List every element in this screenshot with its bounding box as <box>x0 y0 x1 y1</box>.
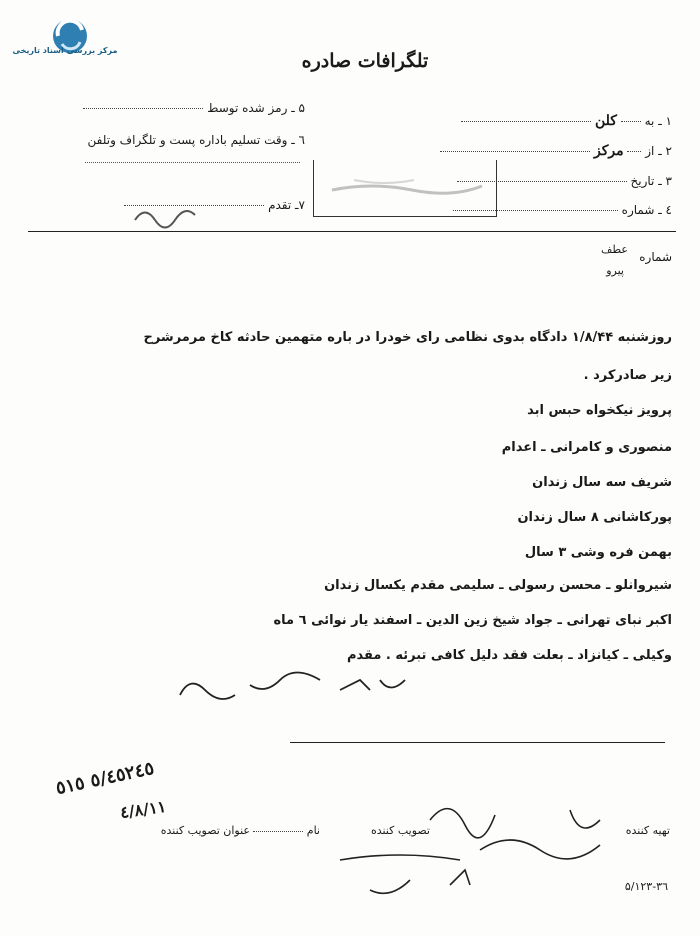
footer-preparer-label: تهیه کننده <box>625 824 670 837</box>
field-from-value: مرکز <box>593 143 624 159</box>
handwritten-signature-icon <box>170 660 420 710</box>
file-ref <box>639 250 672 264</box>
field-priority-label: ٧ـ تقدم <box>268 198 305 212</box>
field-to-value: کلن <box>595 113 617 129</box>
body-line-7: بهمن فره وشی ۳ سال <box>524 545 672 560</box>
footer-approver-label: تصویب کننده <box>370 824 430 837</box>
handwritten-smudge-icon <box>130 200 200 230</box>
body-line-1: روزشنبه ۱/۸/۴۴ دادگاه بدوی نظامی رای خودرا در باره متهمین حادثه کاخ مرمرشرح <box>143 330 672 345</box>
field-delivery-label: ٦ ـ وقت تسلیم باداره پست و تلگراف وتلفن <box>87 133 305 147</box>
archive-logo-icon <box>14 12 126 70</box>
body-line-3: پرویز نیکخواه حبس ابد <box>527 403 672 418</box>
field-to-label: ۱ ـ به <box>644 114 672 128</box>
body-line-4: منصوری و کامرانی ـ اعدام <box>501 440 672 455</box>
field-date-label: ۳ ـ تاریخ <box>630 174 672 188</box>
handwritten-reference: ٥/٤٥٢٤٥ ٥١٥ <box>53 757 156 800</box>
faded-stamp-icon <box>314 160 496 216</box>
footer-approver-title <box>161 824 250 837</box>
footer-name <box>253 824 320 837</box>
archive-logo-text: مرکز بررسی اسناد تاریخی <box>12 46 118 55</box>
field-cipher-label: ۵ ـ رمز شده توسط <box>207 101 305 115</box>
footer-name-label: نام <box>306 824 320 837</box>
form-code: ۵/۱۲۳-۳٦ <box>624 880 668 893</box>
handwritten-date: ٤/٨/١١ <box>118 796 168 823</box>
field-from <box>440 143 672 159</box>
field-number-label: ٤ ـ شماره <box>621 203 672 217</box>
field-delivery <box>88 133 305 147</box>
stamp-box <box>313 160 497 217</box>
footer-signatures-icon <box>330 790 660 910</box>
field-from-label: ۲ ـ از <box>645 144 672 158</box>
file-ref-note1: عطف <box>601 243 628 256</box>
field-to <box>461 113 672 129</box>
document-title: تلگرافات صادره <box>301 50 429 72</box>
body-line-5: شریف سه سال زندان <box>532 475 672 490</box>
body-line-6: پورکاشانی ۸ سال زندان <box>517 510 672 525</box>
body-line-10: وکیلی ـ کیانزاد ـ بعلت فقد دلیل کافی تبرئه . مقدم <box>346 648 672 663</box>
body-line-8: شیروانلو ـ محسن رسولی ـ سلیمی مقدم یکسال زندان <box>324 578 672 593</box>
field-cipher <box>83 101 305 115</box>
file-ref-label: شماره <box>639 250 672 264</box>
body-line-2: زیر صادرکرد . <box>583 368 672 383</box>
footer-approver-title-label: عنوان تصویب کننده <box>160 824 250 837</box>
body-line-9: اکبر نبای تهرانی ـ جواد شیخ زین الدین ـ اسفند یار نوائی ٦ ماه <box>273 613 672 628</box>
file-ref-note2: پیرو <box>606 264 624 277</box>
